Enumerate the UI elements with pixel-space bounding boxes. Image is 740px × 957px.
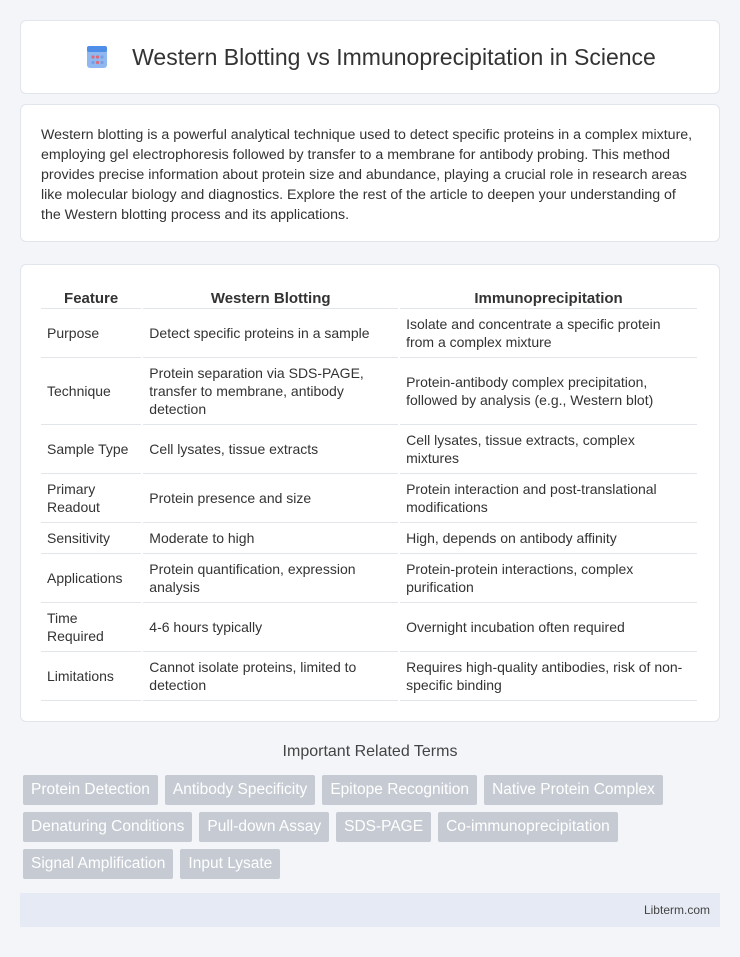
table-cell: Time Required [41, 603, 141, 652]
page-title: Western Blotting vs Immunoprecipitation in Science [132, 43, 656, 70]
table-cell: Purpose [41, 309, 141, 358]
table-cell: Protein-protein interactions, complex purification [400, 554, 697, 603]
intro-card [20, 104, 720, 242]
table-row [41, 474, 697, 523]
table-cell: Requires high-quality antibodies, risk of non-specific binding [400, 652, 697, 701]
table-cell: Primary Readout [41, 474, 141, 523]
table-row [41, 358, 697, 425]
term-tag[interactable]: Native Protein Complex [484, 775, 663, 805]
table-cell: Protein separation via SDS-PAGE, transfer to membrane, antibody detection [143, 358, 398, 425]
table-cell: Overnight incubation often required [400, 603, 697, 652]
header-card [20, 20, 720, 94]
table-row [41, 309, 697, 358]
intro-text: Western blotting is a powerful analytical technique used to detect specific proteins in a complex mixture, employing gel electrophoresis followed by transfer to a membrane for antibody probing. This method provides precise information about protein size and abundance, playing a crucial role in research areas like molecular biology and diagnostics. Explore the rest of the article to deepen your understanding of the Western blotting process and its applications. [41, 127, 693, 223]
term-tag[interactable]: Antibody Specificity [165, 775, 315, 805]
document-icon [84, 44, 110, 70]
table-cell: Cell lysates, tissue extracts [143, 425, 398, 474]
table-row [41, 652, 697, 701]
table-cell: Protein interaction and post-translational modifications [400, 474, 697, 523]
comparison-table [39, 283, 699, 701]
term-tag[interactable]: SDS-PAGE [336, 812, 431, 842]
table-row [41, 603, 697, 652]
footer [20, 893, 720, 927]
table-cell: Detect specific proteins in a sample [143, 309, 398, 358]
table-cell: Moderate to high [143, 523, 398, 554]
table-row [41, 523, 697, 554]
term-tag[interactable]: Signal Amplification [23, 849, 173, 879]
table-cell: Sensitivity [41, 523, 141, 554]
table-row [41, 425, 697, 474]
term-tag[interactable]: Pull-down Assay [199, 812, 329, 842]
table-cell: Cell lysates, tissue extracts, complex mixtures [400, 425, 697, 474]
table-row [41, 554, 697, 603]
table-cell: Cannot isolate proteins, limited to detection [143, 652, 398, 701]
term-tag[interactable]: Co-immunoprecipitation [438, 812, 618, 842]
table-cell: 4-6 hours typically [143, 603, 398, 652]
table-cell: Protein quantification, expression analysis [143, 554, 398, 603]
related-terms-list [23, 775, 723, 886]
term-tag[interactable]: Protein Detection [23, 775, 158, 805]
column-header: Immunoprecipitation [400, 283, 697, 309]
column-header: Feature [41, 283, 141, 309]
table-cell: High, depends on antibody affinity [400, 523, 697, 554]
related-terms-title: Important Related Terms [282, 743, 458, 760]
table-cell: Limitations [41, 652, 141, 701]
table-cell: Protein presence and size [143, 474, 398, 523]
table-cell: Protein-antibody complex precipitation, followed by analysis (e.g., Western blot) [400, 358, 697, 425]
term-tag[interactable]: Epitope Recognition [322, 775, 477, 805]
footer-site-link[interactable]: Libterm.com [643, 903, 710, 917]
table-header-row [41, 283, 697, 309]
table-cell: Sample Type [41, 425, 141, 474]
table-cell: Applications [41, 554, 141, 603]
comparison-table-card [20, 264, 720, 722]
term-tag[interactable]: Denaturing Conditions [23, 812, 192, 842]
table-cell: Technique [41, 358, 141, 425]
table-cell: Isolate and concentrate a specific protein from a complex mixture [400, 309, 697, 358]
term-tag[interactable]: Input Lysate [180, 849, 280, 879]
column-header: Western Blotting [143, 283, 398, 309]
